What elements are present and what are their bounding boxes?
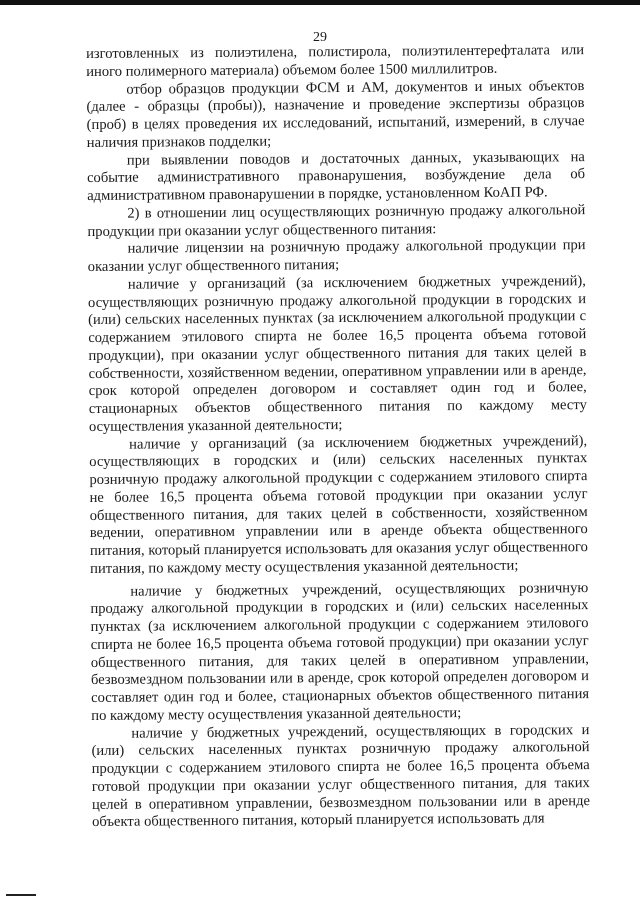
paragraph-budget-low-alcohol: наличие у бюджетных учреждений, осуществляющих в городских и (или) сельских населенных пунктах розничную продажу алкогольной продукции с содержанием этилового спирта не более 16,5 процента объема готовой продукции при оказании услуг общественного питания, для таких целей в оперативном управлении, безвозмездном пользовании или в аренде объекта общественного питания, который планируется использовать для [91,721,591,831]
paragraph-license: наличие лицензии на розничную продажу алкогольной продукции при оказании услуг общественного питания; [87,237,586,275]
paragraph-sampling: отбор образцов продукции ФСМ и АМ, документов и иных объектов (далее - образцы (пробы)), назначение и проведение экспертизы образцов (проб) в целях проведения их исследований, испытаний, измерений, в случае наличия признаков подделки; [86,77,585,151]
paragraph-continuation: изготовленных из полиэтилена, полистирола, полиэтилентерефталата или иного полимерного материала) объемом более 1500 миллилитров. [86,42,585,80]
page-number: 29 [313,30,327,45]
scan-mark-bottom [6,894,36,896]
paragraph-budget-stationary: наличие у бюджетных учреждений, осуществляющих розничную продажу алкогольной продукции в городских и (или) сельских населенных пунктах (за исключением алкогольной продукции с содержанием этилового спирта не более 16,5 процента объема готовой продукции) при оказании услуг общественного питания, для таких целей в оперативном управлении, безвозмездном пользовании или в аренде, срок которой определен договором и составляет один год и более, стационарных объектов общественного питания по каждому месту осуществления указанной деятельности; [90,579,590,724]
scan-edge-top [0,0,640,5]
paragraph-item-2: 2) в отношении лиц осуществляющих розничную продажу алкогольной продукции при оказании услуг общественного питания: [87,201,586,240]
document-body [86,42,590,832]
paragraph-case-initiation: при выявлении поводов и достаточных данных, указывающих на событие административного правонарушения, возбуждение дела об административном правонарушении в порядке, установленном КоАП РФ. [86,148,586,204]
paragraph-organizations-low-alcohol: наличие у организаций (за исключением бюджетных учреждений), осуществляющих в городских и (или) сельских населенных пунктах розничную продажу алкогольной продукции с содержанием этилового спирта не более 16,5 процента объема готовой продукции при оказании услуг общественного питания, для таких целей в собственности, хозяйственном ведении, оперативном управлении или в аренде объекта общественного питания, который планируется использовать для оказания услуг общественного питания, по каждому месту осуществления указанной деятельности; [89,432,589,577]
paragraph-organizations-stationary: наличие у организаций (за исключением бюджетных учреждений), осуществляющих розничную продажу алкогольной продукции в городских и (или) сельских населенных пунктах (за исключением алкогольной продукции с содержанием этилового спирта не более 16,5 процента объема готовой продукции), при оказании услуг общественного питания для таких целей в собственности, хозяйственном ведении, оперативном управлении или в аренде, срок которой определен договором и составляет один год и более, стационарных объектов общественного питания по каждому месту осуществления указанной деятельности; [87,272,587,435]
